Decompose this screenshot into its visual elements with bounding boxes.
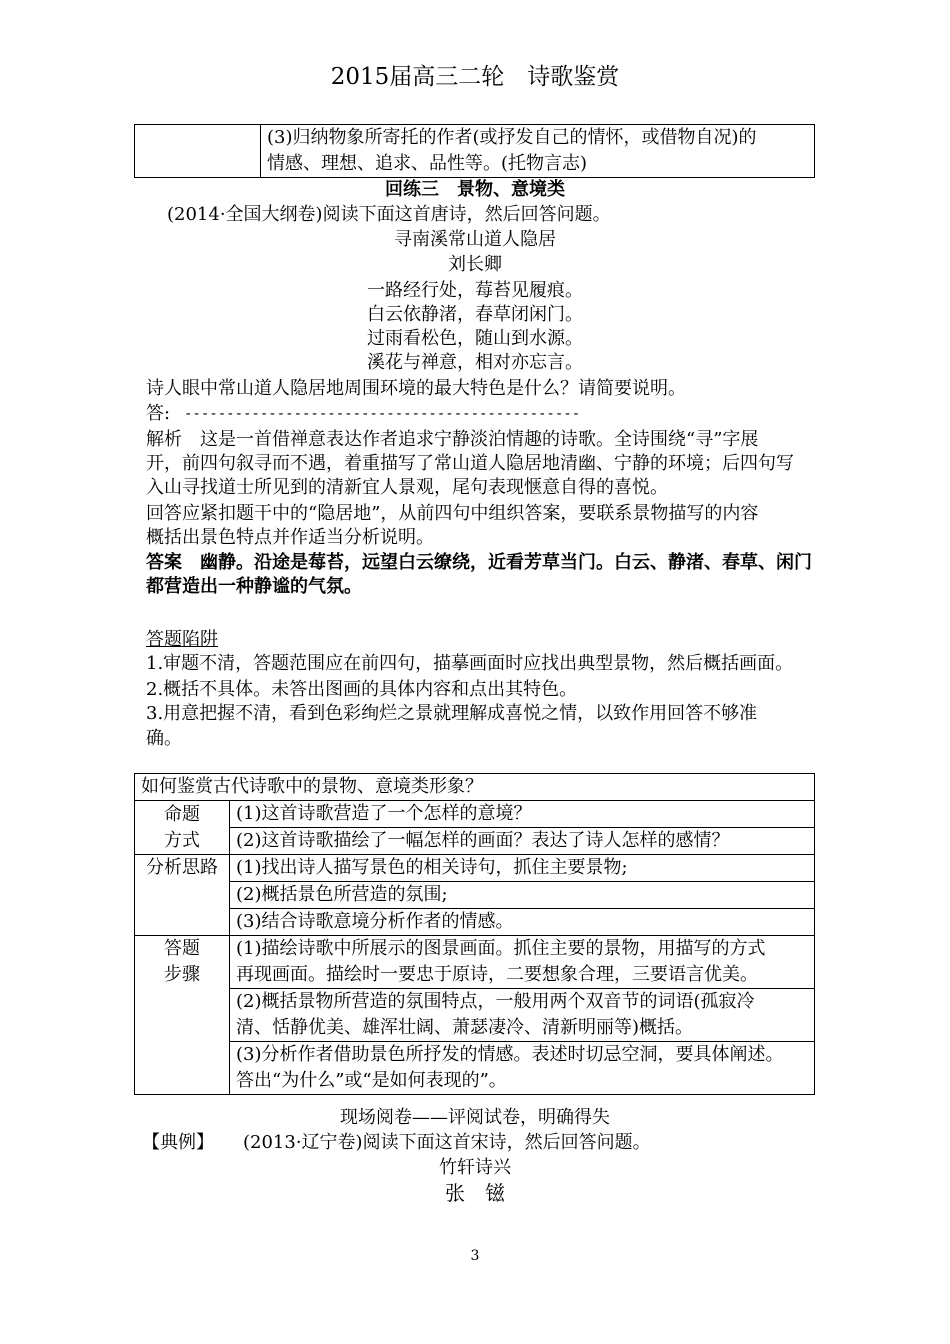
row-label-line: 分析思路 bbox=[146, 857, 218, 878]
row-item: (1)描绘诗歌中所展示的图景画面。抓住主要的景物，用描写的方式 再现画面。描绘时一要忠于原诗，二要想象合理，三要语言优美。 bbox=[230, 936, 815, 989]
question-source: (2014·全国大纲卷)阅读下面这首唐诗，然后回答问题。 bbox=[167, 204, 611, 225]
top-table-empty-cell bbox=[135, 125, 261, 178]
trap-line: 确。 bbox=[146, 728, 182, 749]
row-item: (3)结合诗歌意境分析作者的情感。 bbox=[230, 909, 815, 936]
row-item: (1)找出诗人描写景色的相关诗句，抓住主要景物; bbox=[230, 855, 815, 882]
answer-blank-line[interactable]: ----------------------------------------------- bbox=[184, 406, 581, 422]
row-label-line: 答题 bbox=[164, 938, 200, 959]
poem-author: 刘长卿 bbox=[448, 254, 502, 275]
trap-line: 1.审题不清，答题范围应在前四句，描摹画面时应找出典型景物，然后概括画面。 bbox=[146, 653, 794, 674]
analysis-line: 回答应紧扣题干中的“隐居地”，从前四句中组织答案，要联系景物描写的内容 bbox=[146, 503, 759, 524]
row-label-line: 方式 bbox=[164, 829, 200, 851]
row-label-proposition bbox=[135, 801, 230, 855]
section-heading: 回练三 景物、意境类 bbox=[385, 179, 565, 200]
poem-line: 溪花与禅意，相对亦忘言。 bbox=[367, 352, 583, 373]
row-label-analysis bbox=[135, 855, 230, 936]
answer-line: 答案 幽静。沿途是莓苔，远望白云缭绕，近看芳草当门。白云、静渚、春草、闲门 bbox=[146, 552, 812, 573]
row-item: (2)概括景物所营造的氛围特点，一般用两个双音节的词语(孤寂冷 清、恬静优美、雄浑壮阔、萧瑟凄冷、清新明丽等)概括。 bbox=[230, 989, 815, 1042]
page-number: 3 bbox=[470, 1248, 480, 1264]
row-item: (1)这首诗歌营造了一个怎样的意境？ bbox=[230, 801, 815, 828]
trap-title: 答题陷阱 bbox=[146, 629, 218, 650]
method-table-title: 如何鉴赏古代诗歌中的景物、意境类形象？ bbox=[135, 774, 815, 801]
top-table-content-cell bbox=[261, 125, 815, 178]
poem2-title: 竹轩诗兴 bbox=[439, 1157, 511, 1178]
top-table-line: (3)归纳物象所寄托的作者(或抒发自己的情怀，或借物自况)的 bbox=[267, 127, 757, 148]
row-label-line: 命题 bbox=[164, 803, 200, 825]
top-table-line: 情感、理想、追求、品性等。(托物言志) bbox=[267, 153, 588, 174]
poem2-author: 张 镃 bbox=[445, 1181, 505, 1205]
analysis-line: 开，前四句叙寻而不遇，着重描写了常山道人隐居地清幽、宁静的环境；后四句写 bbox=[146, 453, 794, 474]
trap-line: 3.用意把握不清，看到色彩绚烂之景就理解成喜悦之情，以致作用回答不够准 bbox=[146, 703, 758, 724]
row-label-line: 步骤 bbox=[164, 964, 200, 985]
row-item: (2)这首诗歌描绘了一幅怎样的画面？表达了诗人怎样的感情？ bbox=[230, 828, 815, 855]
page-title: 2015届高三二轮 诗歌鉴赏 bbox=[330, 64, 620, 90]
row-label-steps bbox=[135, 936, 230, 1095]
poem-title: 寻南溪常山道人隐居 bbox=[394, 229, 556, 250]
example-text: (2013·辽宁卷)阅读下面这首宋诗，然后回答问题。 bbox=[243, 1132, 651, 1153]
review-subtitle: 现场阅卷——评阅试卷，明确得失 bbox=[340, 1107, 610, 1128]
poem-line: 白云依静渚，春草闭闲门。 bbox=[367, 304, 583, 325]
question-text: 诗人眼中常山道人隐居地周围环境的最大特色是什么？请简要说明。 bbox=[146, 378, 686, 399]
answer-line: 都营造出一种静谧的气氛。 bbox=[146, 576, 362, 597]
top-table bbox=[134, 124, 815, 178]
trap-line: 2.概括不具体。未答出图画的具体内容和点出其特色。 bbox=[146, 679, 578, 700]
method-table bbox=[134, 773, 815, 1095]
answer-label: 答: bbox=[146, 403, 171, 424]
analysis-line: 解析 这是一首借禅意表达作者追求宁静淡泊情趣的诗歌。全诗围绕“寻”字展 bbox=[146, 429, 759, 450]
analysis-line: 概括出景色特点并作适当分析说明。 bbox=[146, 527, 434, 548]
poem-line: 一路经行处，莓苔见履痕。 bbox=[367, 280, 583, 301]
analysis-line: 入山寻找道士所见到的清新宜人景观，尾句表现惬意自得的喜悦。 bbox=[146, 477, 668, 498]
row-item: (3)分析作者借助景色所抒发的情感。表述时切忌空洞，要具体阐述。 答出“为什么”或“是如何表现的”。 bbox=[230, 1042, 815, 1095]
poem-line: 过雨看松色，随山到水源。 bbox=[367, 328, 583, 349]
row-item: (2)概括景色所营造的氛围; bbox=[230, 882, 815, 909]
example-label: 【典例】 bbox=[142, 1132, 214, 1153]
